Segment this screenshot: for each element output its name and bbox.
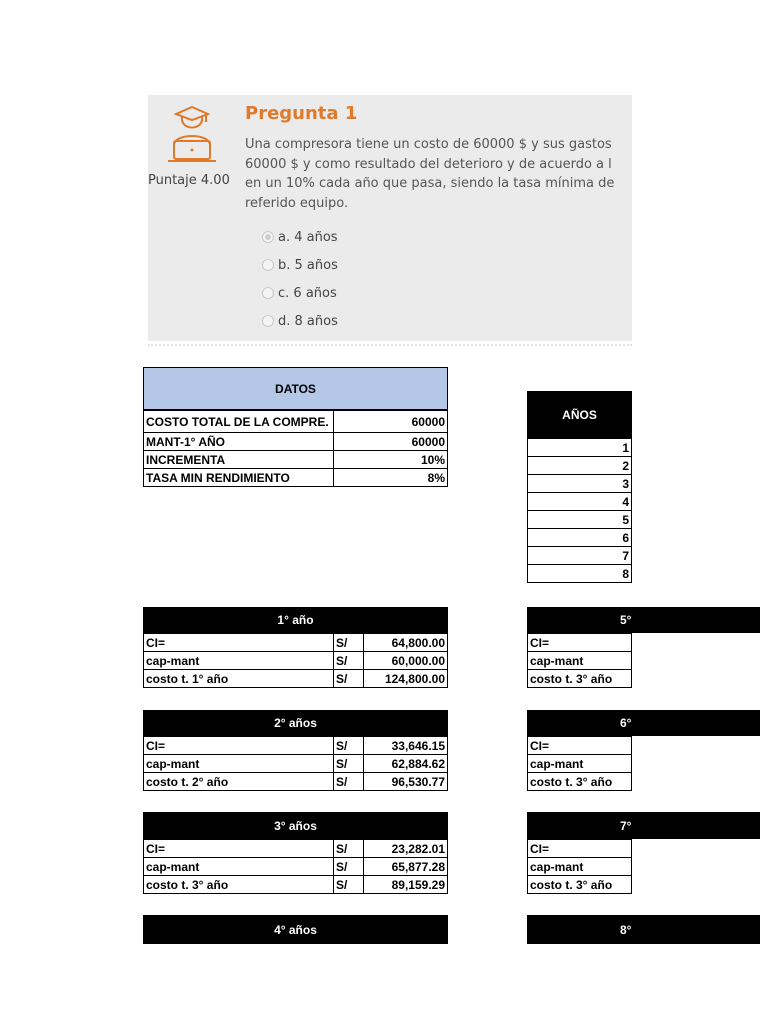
table-row <box>528 840 632 858</box>
datos-value: 10% <box>334 451 448 469</box>
answer-options <box>262 223 338 335</box>
year-5-title: 5° <box>620 613 632 627</box>
row-value: 64,800.00 <box>364 634 448 652</box>
row-value: 89,159.29 <box>364 876 448 894</box>
row-label: CI= <box>144 737 334 755</box>
anos-value: 1 <box>528 439 632 457</box>
year-1-table <box>143 633 448 688</box>
row-value: 33,646.15 <box>364 737 448 755</box>
row-label: CI= <box>528 634 632 652</box>
table-row <box>144 840 448 858</box>
table-row <box>528 773 632 791</box>
row-label: costo t. 3° año <box>528 670 632 688</box>
table-row <box>528 652 632 670</box>
row-label: CI= <box>528 840 632 858</box>
year-5-header <box>527 607 760 633</box>
answer-option-label: c. 6 años <box>278 285 337 301</box>
anos-table <box>527 438 632 583</box>
row-label: cap-mant <box>528 755 632 773</box>
radio-button[interactable] <box>262 287 274 299</box>
anos-value: 2 <box>528 457 632 475</box>
answer-option-d[interactable] <box>262 307 338 335</box>
year-7-header <box>527 812 760 839</box>
table-row <box>144 469 448 487</box>
anos-value: 6 <box>528 529 632 547</box>
row-label: cap-mant <box>144 755 334 773</box>
year-6-title: 6° <box>620 716 632 730</box>
row-label: costo t. 3° año <box>528 876 632 894</box>
year-8-header <box>527 915 760 944</box>
row-label: CI= <box>144 840 334 858</box>
year-6-table <box>527 736 632 791</box>
table-row <box>528 547 632 565</box>
question-score: Puntaje 4.00 <box>148 173 230 188</box>
anos-value: 3 <box>528 475 632 493</box>
question-text-line: 60000 $ y como resultado del deterioro y de acuerdo a l <box>245 156 612 172</box>
answer-option-label: d. 8 años <box>278 313 338 329</box>
row-label: cap-mant <box>144 652 334 670</box>
year-3-header: 3° años <box>143 812 448 839</box>
currency: S/ <box>334 670 364 688</box>
row-value: 62,884.62 <box>364 755 448 773</box>
student-laptop-icon <box>166 105 218 165</box>
table-row <box>528 511 632 529</box>
question-text-line: Una compresora tiene un costo de 60000 $ y sus gastos <box>245 137 612 152</box>
table-row <box>144 858 448 876</box>
datos-value: 60000 <box>334 411 448 433</box>
answer-option-label: b. 5 años <box>278 257 338 273</box>
question-card <box>148 95 632 341</box>
table-row <box>144 634 448 652</box>
row-label: cap-mant <box>528 652 632 670</box>
anos-value: 7 <box>528 547 632 565</box>
row-label: cap-mant <box>144 858 334 876</box>
table-row <box>528 858 632 876</box>
row-value: 23,282.01 <box>364 840 448 858</box>
table-row <box>528 755 632 773</box>
row-label: costo t. 3° año <box>144 876 334 894</box>
table-row <box>144 652 448 670</box>
datos-value: 8% <box>334 469 448 487</box>
datos-value: 60000 <box>334 433 448 451</box>
table-row <box>528 634 632 652</box>
year-8-title: 8° <box>620 922 632 937</box>
year-2-table <box>143 736 448 791</box>
row-label: costo t. 3° año <box>528 773 632 791</box>
anos-value: 4 <box>528 493 632 511</box>
currency: S/ <box>334 737 364 755</box>
table-row <box>528 670 632 688</box>
table-row <box>528 737 632 755</box>
datos-label: COSTO TOTAL DE LA COMPRE. <box>144 411 334 433</box>
answer-option-a[interactable] <box>262 223 338 251</box>
row-label: cap-mant <box>528 858 632 876</box>
year-3-table <box>143 839 448 894</box>
datos-header: DATOS <box>143 367 448 410</box>
table-row <box>528 475 632 493</box>
year-6-header <box>527 710 760 736</box>
year-1-header: 1° año <box>143 607 448 633</box>
row-label: CI= <box>144 634 334 652</box>
table-row <box>144 755 448 773</box>
question-title: Pregunta 1 <box>245 103 358 124</box>
answer-option-b[interactable] <box>262 251 338 279</box>
row-value: 65,877.28 <box>364 858 448 876</box>
answer-option-c[interactable] <box>262 279 338 307</box>
question-text-line: referido equipo. <box>245 195 349 211</box>
year-2-header: 2° años <box>143 710 448 736</box>
year-7-table <box>527 839 632 894</box>
anos-value: 8 <box>528 565 632 583</box>
datos-table <box>143 410 448 487</box>
row-label: costo t. 1° año <box>144 670 334 688</box>
datos-label: INCREMENTA <box>144 451 334 469</box>
table-row <box>144 411 448 433</box>
table-row <box>144 876 448 894</box>
currency: S/ <box>334 755 364 773</box>
currency: S/ <box>334 634 364 652</box>
table-row <box>528 876 632 894</box>
currency: S/ <box>334 652 364 670</box>
table-row <box>144 433 448 451</box>
anos-header: AÑOS <box>527 391 632 438</box>
table-row <box>144 451 448 469</box>
table-row <box>528 529 632 547</box>
currency: S/ <box>334 840 364 858</box>
radio-button[interactable] <box>262 315 274 327</box>
table-row <box>144 773 448 791</box>
table-row <box>528 493 632 511</box>
answer-option-label: a. 4 años <box>278 229 338 245</box>
row-label: CI= <box>528 737 632 755</box>
radio-button[interactable] <box>262 231 274 243</box>
datos-label: MANT-1° AÑO <box>144 433 334 451</box>
currency: S/ <box>334 858 364 876</box>
year-7-title: 7° <box>620 818 632 833</box>
table-row <box>144 670 448 688</box>
currency: S/ <box>334 773 364 791</box>
question-text <box>245 135 614 213</box>
divider <box>148 344 632 346</box>
year-5-table <box>527 633 632 688</box>
row-value: 124,800.00 <box>364 670 448 688</box>
table-row <box>528 457 632 475</box>
row-value: 96,530.77 <box>364 773 448 791</box>
table-row <box>528 439 632 457</box>
row-label: costo t. 2° año <box>144 773 334 791</box>
question-text-line: en un 10% cada año que pasa, siendo la tasa mínima de <box>245 176 615 191</box>
year-4-header: 4° años <box>143 915 448 944</box>
anos-value: 5 <box>528 511 632 529</box>
row-value: 60,000.00 <box>364 652 448 670</box>
radio-button[interactable] <box>262 259 274 271</box>
table-row <box>528 565 632 583</box>
datos-label: TASA MIN RENDIMIENTO <box>144 469 334 487</box>
currency: S/ <box>334 876 364 894</box>
table-row <box>144 737 448 755</box>
